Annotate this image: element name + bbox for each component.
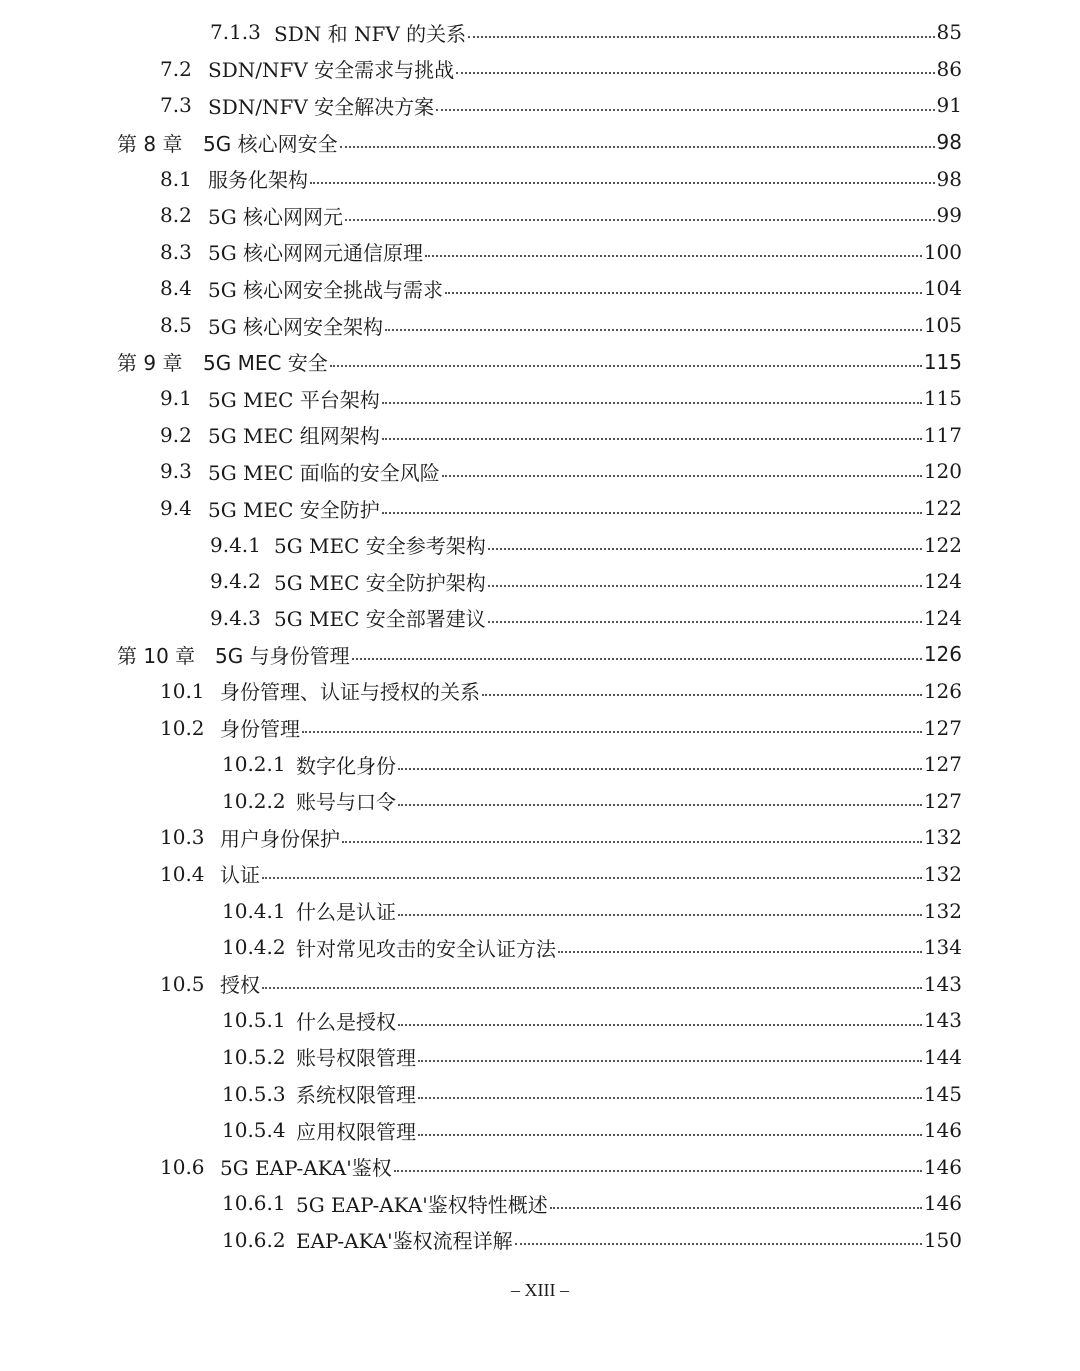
toc-entry-title: EAP-AKA'鉴权流程详解 [296,1229,513,1254]
toc-entry-title: 账号与口令 [296,790,396,815]
toc-entry[interactable] [0,526,1080,563]
toc-entry[interactable] [0,490,1080,527]
toc-chapter-entry[interactable] [0,124,1080,161]
dot-leader [398,1023,922,1026]
toc-entry-number: 9.4 [160,496,192,521]
toc-entry-number: 8.5 [160,313,192,338]
toc-entry[interactable] [0,87,1080,124]
toc-entry-number: 10.6.1 [222,1191,286,1216]
toc-entry-title: 身份管理 [220,717,300,742]
toc-entry-number: 9.3 [160,459,192,484]
toc-entry[interactable] [0,197,1080,234]
toc-entry-page: 132 [923,825,962,850]
toc-entry-number: 8.3 [160,239,192,264]
toc-entry-number: 10.5.2 [222,1044,286,1069]
toc-entry-page: 120 [923,459,962,484]
toc-entry-title: 5G MEC 组网架构 [208,424,380,449]
toc-entry-page: 150 [923,1227,962,1252]
toc-entry-number: 7.3 [160,93,192,118]
dot-leader [442,474,922,477]
toc-entry-page: 143 [923,971,962,996]
toc-entry-title: 用户身份保护 [220,826,340,851]
dot-leader [456,71,934,74]
toc-entry-title: 5G EAP-AKA'鉴权 [220,1156,392,1181]
dot-leader [394,1169,922,1172]
toc-entry-title: 5G 核心网网元 [208,204,344,229]
toc-entry-title: 针对常见攻击的安全认证方法 [296,936,556,961]
dot-leader [418,1096,922,1099]
dot-leader [418,1133,922,1136]
toc-entry-page: 127 [923,715,962,740]
toc-entry-title: 5G MEC 平台架构 [208,387,380,412]
toc-entry-title: SDN 和 NFV 的关系 [274,21,467,46]
dot-leader [550,1206,922,1209]
toc-entry-page: 126 [923,678,962,703]
toc-entry-page: 122 [923,532,962,557]
toc-entry-page: 132 [923,861,962,886]
toc-entry[interactable] [0,746,1080,783]
toc-entry-title: 5G MEC 面临的安全风险 [208,460,440,485]
toc-entry-page: 104 [923,276,962,301]
dot-leader [488,620,922,623]
toc-entry[interactable] [0,600,1080,637]
dot-leader [310,181,935,184]
toc-entry-title: 账号权限管理 [296,1046,416,1071]
toc-entry-page: 145 [923,1081,962,1106]
toc-entry-number: 10.2 [160,715,205,740]
toc-entry[interactable] [0,563,1080,600]
toc-entry[interactable] [0,1112,1080,1149]
toc-entry-title: 授权 [220,973,260,998]
toc-entry-page: 100 [923,239,962,264]
dot-leader [382,437,922,440]
dot-leader [425,254,922,257]
toc-entry-page: 115 [923,386,962,411]
toc-entry-page: 127 [923,788,962,813]
toc-entry-title: 5G 核心网网元通信原理 [208,241,424,266]
toc-entry[interactable] [0,782,1080,819]
toc-entry-number: 10.3 [160,825,205,850]
dot-leader [382,401,922,404]
toc-entry[interactable] [0,892,1080,929]
toc-entry-page: 132 [923,898,962,923]
toc-entry-number: 10.5 [160,971,205,996]
dot-leader [302,730,922,733]
toc-entry-number: 8.1 [160,166,192,191]
toc-entry-page: 86 [936,56,962,81]
toc-entry-page: 85 [936,20,962,45]
toc-entry[interactable] [0,929,1080,966]
dot-leader [342,840,922,843]
toc-entry-page: 98 [936,166,962,191]
toc-entry-page: 91 [936,93,962,118]
toc-entry[interactable] [0,380,1080,417]
toc-entry[interactable] [0,1222,1080,1259]
toc-entry-number: 10.6.2 [222,1227,286,1252]
dot-leader [345,218,934,221]
page-number-footer: – XIII – [511,1280,569,1300]
toc-entry-page: 146 [923,1118,962,1143]
toc-entry[interactable] [0,453,1080,490]
toc-entry[interactable] [0,14,1080,51]
toc-entry-number: 9.4.1 [210,532,261,557]
dot-leader [482,693,922,696]
dot-leader [398,913,922,916]
toc-entry-number: 9.1 [160,386,192,411]
toc-entry-number: 10.1 [160,678,205,703]
toc-entry-title: 5G EAP-AKA'鉴权特性概述 [296,1192,548,1217]
dot-leader [262,986,922,989]
toc-entry-number: 10.2.2 [222,788,286,813]
toc-entry-title: 数字化身份 [296,753,396,778]
toc-entry-page: 127 [923,752,962,777]
toc-entry[interactable] [0,234,1080,271]
toc-entry-title: 5G MEC 安全防护架构 [274,570,486,595]
toc-entry[interactable] [0,673,1080,710]
toc-entry[interactable] [0,819,1080,856]
toc-entry[interactable] [0,160,1080,197]
toc-entry-title: 应用权限管理 [296,1119,416,1144]
toc-entry-page: 143 [923,1008,962,1033]
dot-leader [352,657,922,660]
toc-entry-title: SDN/NFV 安全解决方案 [208,94,435,119]
toc-entry-title: 什么是授权 [296,1009,396,1034]
toc-entry-number: 9.4.2 [210,569,261,594]
dot-leader [436,108,934,111]
dot-leader [558,950,922,953]
toc-entry[interactable] [0,1002,1080,1039]
toc-entry-number: 7.2 [160,56,192,81]
toc-entry-title: 5G MEC 安全参考架构 [274,534,486,559]
toc-entry-title: 系统权限管理 [296,1083,416,1108]
toc-entry-page: 126 [923,642,962,667]
toc-entry[interactable] [0,965,1080,1002]
toc-entry-number: 7.1.3 [210,20,261,45]
toc-entry-title: 5G MEC 安全防护 [208,497,380,522]
toc-entry-title: 5G MEC 安全部署建议 [274,607,486,632]
toc-entry[interactable] [0,709,1080,746]
toc-entry-number: 10.6 [160,1154,205,1179]
toc-entry-page: 98 [936,130,962,155]
toc-entry[interactable] [0,1039,1080,1076]
toc-entry-page: 117 [923,422,962,447]
toc-entry-title: 5G 核心网安全 [203,131,338,156]
toc-entry-page: 124 [923,605,962,630]
toc-entry-number: 第 8 章 [117,131,183,156]
toc-entry-number: 10.5.3 [222,1081,286,1106]
toc-entry-number: 第 9 章 [117,351,183,376]
toc-entry-title: 5G MEC 安全 [203,351,328,376]
toc-entry[interactable] [0,856,1080,893]
toc-entry-number: 10.4.1 [222,898,286,923]
toc-entry[interactable] [0,1148,1080,1185]
dot-leader [385,328,922,331]
dot-leader [330,364,922,367]
toc-entry[interactable] [0,417,1080,454]
dot-leader [488,547,922,550]
toc-entry-number: 8.2 [160,203,192,228]
toc-entry-page: 122 [923,496,962,521]
dot-leader [488,584,922,587]
toc-entry-number: 10.5.1 [222,1008,286,1033]
toc-entry-number: 9.4.3 [210,605,261,630]
toc-entry-title: 身份管理、认证与授权的关系 [220,680,480,705]
toc-entry-title: 5G 核心网安全挑战与需求 [208,277,444,302]
dot-leader [398,803,922,806]
dot-leader [340,145,935,148]
dot-leader [445,291,922,294]
dot-leader [418,1059,922,1062]
toc-entry[interactable] [0,51,1080,88]
toc-entry-number: 9.2 [160,422,192,447]
toc-chapter-entry[interactable] [0,636,1080,673]
toc-entry-title: 服务化架构 [208,168,308,193]
toc-entry[interactable] [0,307,1080,344]
toc-entry-page: 124 [923,569,962,594]
toc-entry-number: 第 10 章 [117,643,196,668]
dot-leader [398,767,922,770]
toc-entry-number: 10.2.1 [222,752,286,777]
table-of-contents [0,14,1080,1258]
toc-entry-page: 146 [923,1191,962,1216]
toc-entry[interactable] [0,1185,1080,1222]
toc-entry-number: 10.4 [160,861,205,886]
toc-entry-page: 99 [936,203,962,228]
toc-entry-number: 8.4 [160,276,192,301]
toc-entry-page: 115 [923,349,962,374]
toc-entry-title: 5G 核心网安全架构 [208,314,384,339]
toc-entry-title: 什么是认证 [296,900,396,925]
toc-entry-number: 10.5.4 [222,1118,286,1143]
toc-entry-title: SDN/NFV 安全需求与挑战 [208,58,455,83]
toc-entry-page: 146 [923,1154,962,1179]
toc-entry-page: 144 [923,1044,962,1069]
toc-entry-page: 134 [923,935,962,960]
toc-entry[interactable] [0,270,1080,307]
toc-entry-number: 10.4.2 [222,935,286,960]
dot-leader [515,1242,922,1245]
toc-entry[interactable] [0,1075,1080,1112]
toc-entry-page: 105 [923,313,962,338]
dot-leader [468,35,934,38]
toc-chapter-entry[interactable] [0,343,1080,380]
dot-leader [262,876,922,879]
dot-leader [382,511,922,514]
toc-entry-title: 5G 与身份管理 [215,643,350,668]
toc-entry-title: 认证 [220,863,260,888]
